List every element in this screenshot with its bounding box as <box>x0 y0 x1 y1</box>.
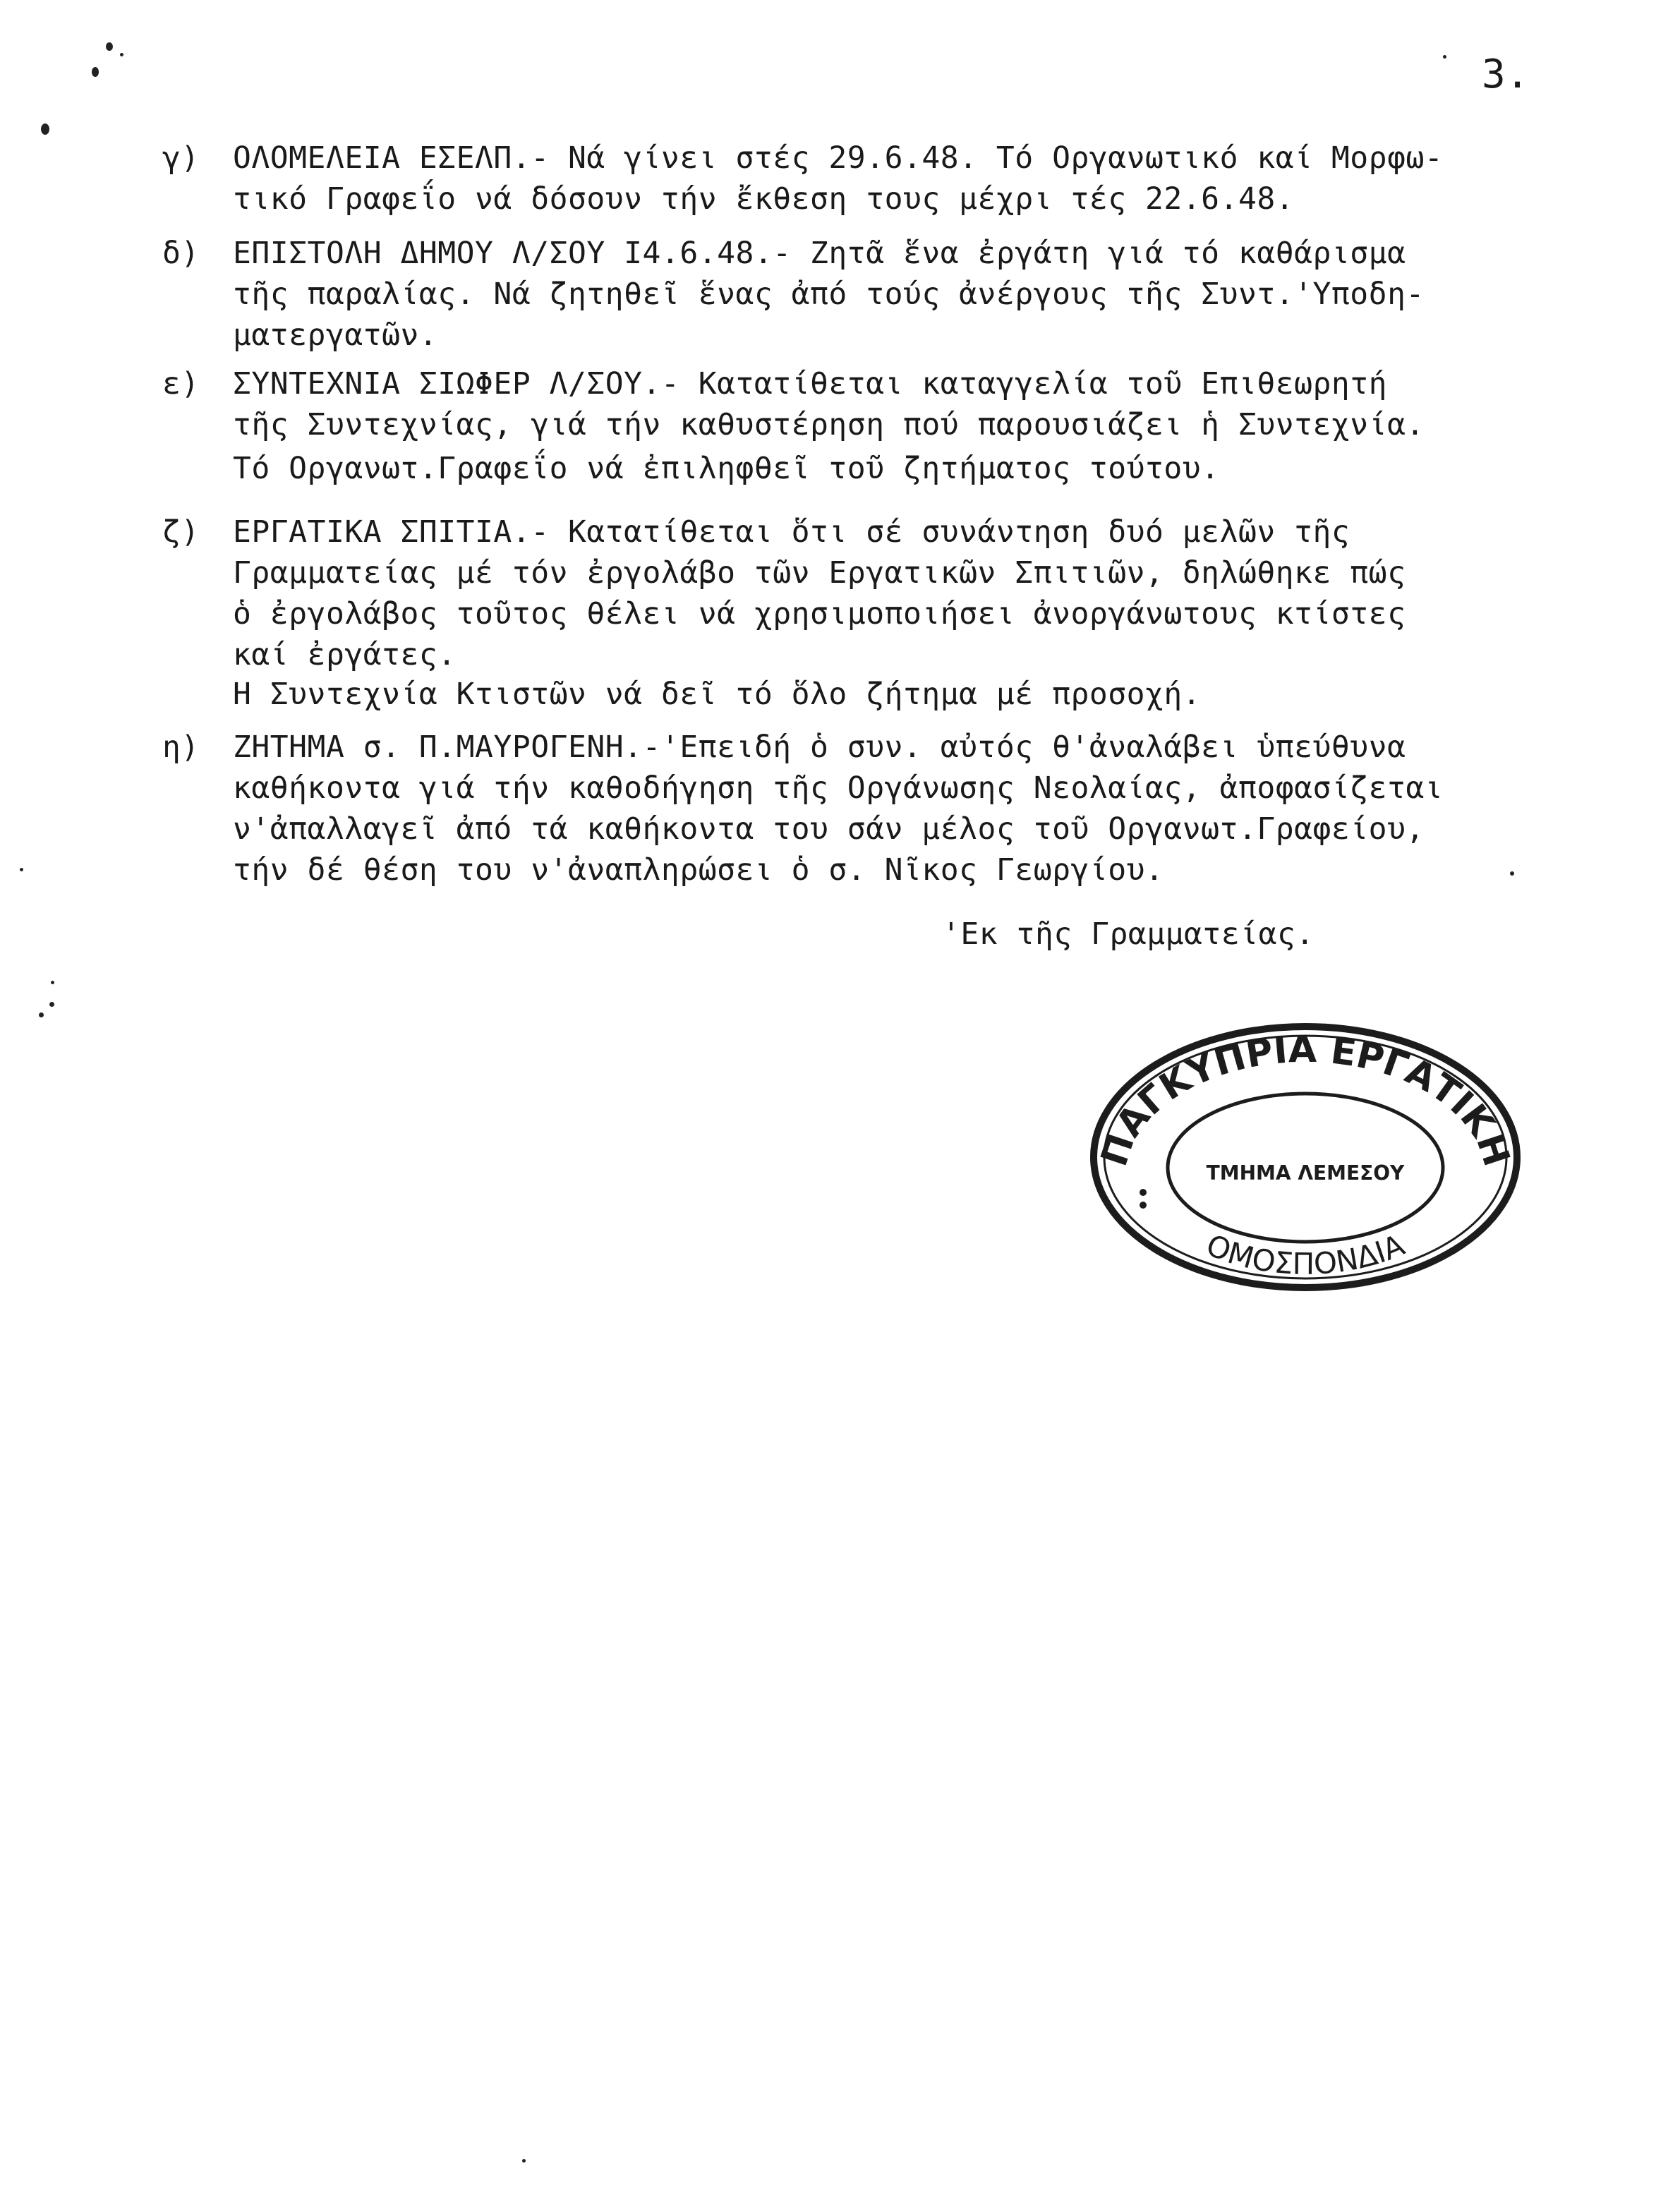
item-line: τῆς παραλίας. Νά ζητηθεῖ ἕνας ἀπό τούς ἀνέργους τῆς Συντ.'Υποδη- <box>233 277 1425 312</box>
item-line: τῆς Συντεχνίας, γιά τήν καθυστέρηση πού παρουσιάζει ἡ Συντεχνία. <box>233 407 1425 442</box>
item-line: Γραμματείας μέ τόν ἐργολάβο τῶν Εργατικῶν Σπιτιῶν, δηλώθηκε πώς <box>233 555 1406 591</box>
item-body <box>233 727 1443 890</box>
scan-speck <box>106 42 113 51</box>
signature-line: 'Εκ τῆς Γραμματείας. <box>942 917 1315 952</box>
scan-speck <box>92 67 99 77</box>
item-marker: η) <box>162 730 200 765</box>
item-body <box>233 138 1443 219</box>
item-marker: δ) <box>162 236 200 271</box>
item-marker: ε) <box>162 366 200 401</box>
item-marker: γ) <box>162 140 200 176</box>
scan-speck <box>41 123 49 135</box>
item-line: ΕΠΙΣΤΟΛΗ ΔΗΜΟΥ Λ/ΣΟΥ Ι4.6.48.- Ζητᾶ ἕνα ἐργάτη γιά τό καθάρισμα <box>233 236 1406 271</box>
item-body <box>233 512 1406 675</box>
item-line: καί ἐργάτες. <box>233 637 457 672</box>
scan-speck <box>1510 871 1514 876</box>
page-number: 3. <box>1482 52 1530 97</box>
scan-speck <box>51 981 54 984</box>
item-marker: ζ) <box>162 514 200 550</box>
item-line: τικό Γραφεΐο νά δόσουν τήν ἔκθεση τους μέχρι τές 22.6.48. <box>233 181 1295 217</box>
organization-stamp <box>1076 1016 1535 1298</box>
scan-speck <box>20 868 23 871</box>
item-line: ΕΡΓΑΤΙΚΑ ΣΠΙΤΙΑ.- Κατατίθεται ὅτι σέ συνάντηση δυό μελῶν τῆς <box>233 514 1350 550</box>
item-body <box>233 363 1425 445</box>
item-line: ν'ἀπαλλαγεῖ ἀπό τά καθήκοντα του σάν μέλος τοῦ Οργανωτ.Γραφείου, <box>233 811 1425 847</box>
item-line: τήν δέ θέση του ν'ἀναπληρώσει ὁ σ. Νῖκος Γεωργίου. <box>233 852 1164 888</box>
item-line: ΣΥΝΤΕΧΝΙΑ ΣΙΩΦΕΡ Λ/ΣΟΥ.- Κατατίθεται καταγγελία τοῦ Επιθεωρητή <box>233 366 1388 401</box>
item-line: ΖΗΤΗΜΑ σ. Π.ΜΑΥΡΟΓΕΝΗ.-'Επειδή ὁ συν. αὐτός θ'ἀναλάβει ὑπεύθυνα <box>233 730 1406 765</box>
item-note: Τό Οργανωτ.Γραφεΐο νά ἐπιληφθεῖ τοῦ ζητήματος τούτου. <box>233 451 1220 486</box>
item-line: ματεργατῶν. <box>233 318 438 353</box>
scan-speck <box>39 1012 44 1017</box>
stamp-center-text: ΤΜΗΜΑ ΛΕΜΕΣΟΥ <box>1206 1161 1405 1185</box>
item-body <box>233 233 1425 356</box>
scan-speck <box>49 1002 54 1007</box>
item-line: ΟΛΟΜΕΛΕΙΑ ΕΣΕΛΠ.- Νά γίνει στές 29.6.48. Τό Οργανωτικό καί Μορφω- <box>233 140 1444 176</box>
stamp-top-text: ΠΑΓΚΥΠΡΙΑ ΕΡΓΑΤΙΚΗ <box>1093 1028 1518 1172</box>
scan-speck <box>1443 55 1446 59</box>
item-line: ὁ ἐργολάβος τοῦτος θέλει νά χρησιμοποιήσει ἀνοργάνωτους κτίστες <box>233 596 1406 631</box>
item-note: Η Συντεχνία Κτιστῶν νά δεῖ τό ὅλο ζήτημα μέ προσοχή. <box>233 677 1202 712</box>
scan-speck <box>522 2159 526 2163</box>
scan-speck <box>120 53 123 56</box>
stamp-bottom-text: ΟΜΟΣΠΟΝΔΙΑ <box>1201 1227 1410 1281</box>
item-line: καθήκοντα γιά τήν καθοδήγηση τῆς Οργάνωσης Νεολαίας, ἀποφασίζεται <box>233 770 1444 806</box>
